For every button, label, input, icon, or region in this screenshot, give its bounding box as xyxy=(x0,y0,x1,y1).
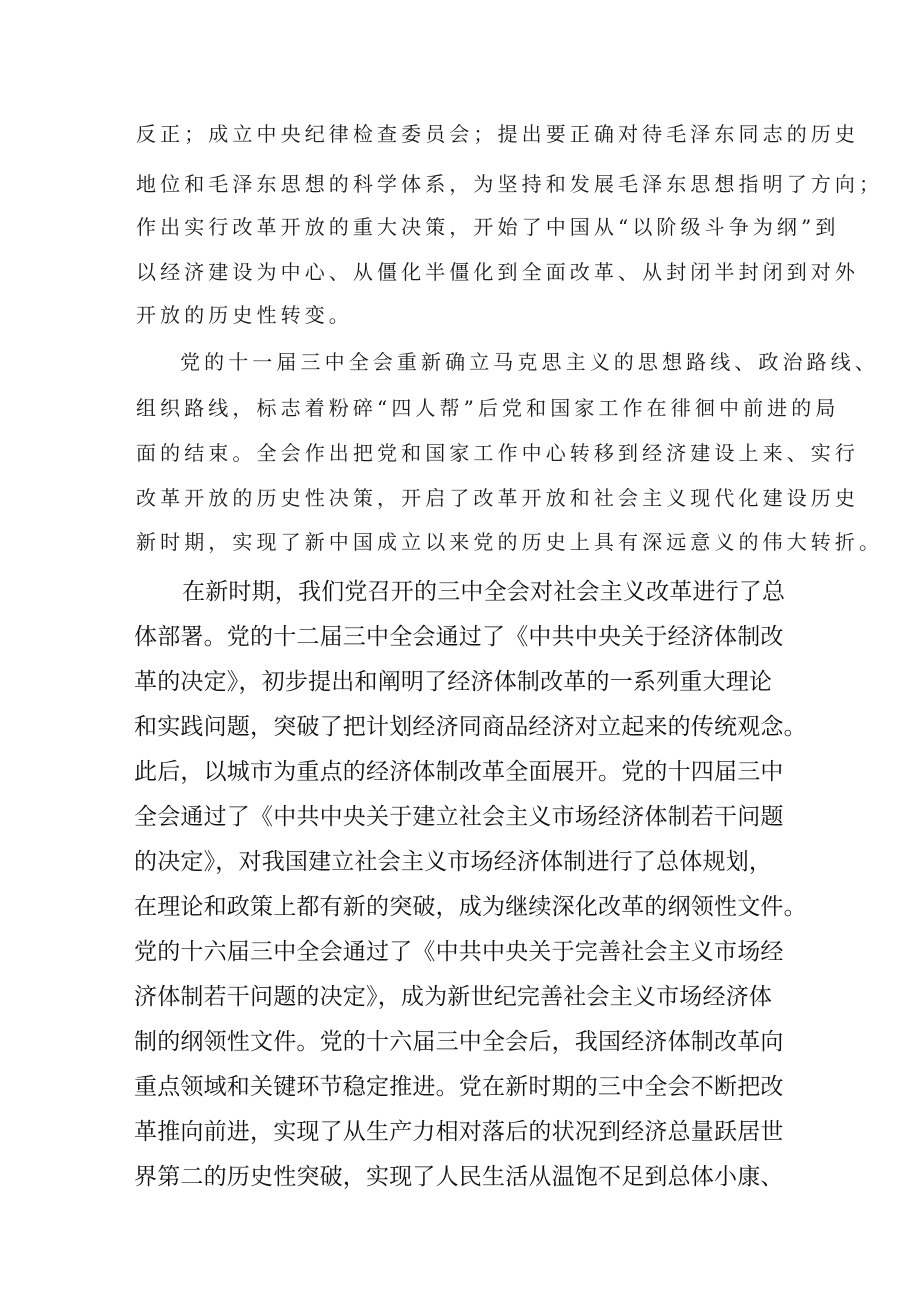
paragraph-2-line-1: 党的十一届三中全会重新确立马克思主义的思想路线、政治路线、 xyxy=(180,350,879,374)
paragraph-1-line-2: 地位和毛泽东思想的科学体系，为坚持和发展毛泽东思想指明了方向； xyxy=(136,172,884,196)
paragraph-3-line-8: 在理论和政策上都有新的突破，成为继续深化改革的纲领性文件。 xyxy=(134,894,807,920)
paragraph-2-line-2: 组织路线，标志着粉碎“四人帮”后党和国家工作在徘徊中前进的局 xyxy=(136,396,840,420)
paragraph-3-line-9: 党的十六届三中全会通过了《中共中央关于完善社会主义市场经 xyxy=(134,939,784,965)
paragraph-3-line-3: 革的决定》，初步提出和阐明了经济体制改革的一系列重大理论 xyxy=(134,669,773,695)
paragraph-3-line-11: 制的纲领性文件。党的十六届三中全会后，我国经济体制改革向 xyxy=(134,1029,784,1055)
paragraph-2-line-5: 新时期，实现了新中国成立以来党的历史上具有深远意义的伟大转折。 xyxy=(136,530,884,554)
paragraph-1-line-3: 作出实行改革开放的重大决策，开始了中国从“以阶级斗争为纲”到 xyxy=(136,215,840,239)
paragraph-3-line-12: 重点领域和关键环节稳定推进。党在新时期的三中全会不断把改 xyxy=(134,1074,784,1100)
paragraph-3-line-4: 和实践问题，突破了把计划经济同商品经济对立起来的传统观念。 xyxy=(134,714,807,740)
paragraph-3-line-6: 全会通过了《中共中央关于建立社会主义市场经济体制若干问题 xyxy=(134,804,784,830)
paragraph-3-line-13: 革推向前进，实现了从生产力相对落后的状况到经济总量跃居世 xyxy=(134,1119,784,1145)
paragraph-2-line-4: 改革开放的历史性决策，开启了改革开放和社会主义现代化建设历史 xyxy=(136,486,859,510)
paragraph-3-line-5: 此后，以城市为重点的经济体制改革全面展开。党的十四届三中 xyxy=(134,759,784,785)
paragraph-3-line-2: 体部署。党的十二届三中全会通过了《中共中央关于经济体制改 xyxy=(134,624,784,650)
paragraph-1-line-1: 反正；成立中央纪律检查委员会；提出要正确对待毛泽东同志的历史 xyxy=(136,122,859,146)
paragraph-3-line-14: 界第二的历史性突破，实现了人民生活从温饱不足到总体小康、 xyxy=(134,1164,784,1190)
paragraph-3-line-7: 的决定》，对我国建立社会主义市场经济体制进行了总体规划， xyxy=(134,849,773,875)
paragraph-1-line-5: 开放的历史性转变。 xyxy=(136,303,353,327)
paragraph-2-line-3: 面的结束。全会作出把党和国家工作中心转移到经济建设上来、实行 xyxy=(136,441,859,465)
paragraph-1-line-4: 以经济建设为中心、从僵化半僵化到全面改革、从封闭半封闭到对外 xyxy=(136,260,859,284)
paragraph-3-line-1: 在新时期，我们党召开的三中全会对社会主义改革进行了总 xyxy=(182,579,786,605)
paragraph-3-line-10: 济体制若干问题的决定》，成为新世纪完善社会主义市场经济体 xyxy=(134,984,773,1010)
